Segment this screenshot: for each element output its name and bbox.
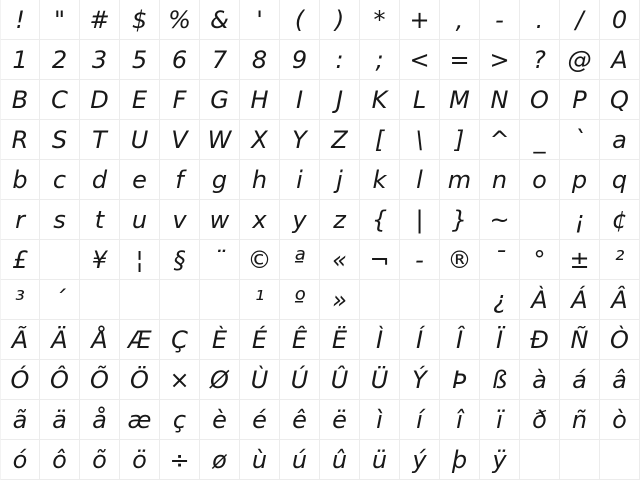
glyph-cell[interactable]: ^: [480, 120, 520, 160]
glyph-cell[interactable]: 0: [600, 0, 640, 40]
glyph-cell[interactable]: Ç: [160, 320, 200, 360]
glyph-cell[interactable]: 5: [120, 40, 160, 80]
glyph-cell[interactable]: [400, 280, 440, 320]
glyph-cell[interactable]: v: [160, 200, 200, 240]
glyph-cell[interactable]: Ã: [0, 320, 40, 360]
glyph-cell[interactable]: M: [440, 80, 480, 120]
glyph-cell[interactable]: Ø: [200, 360, 240, 400]
glyph-cell[interactable]: Z: [320, 120, 360, 160]
glyph-cell[interactable]: ã: [0, 400, 40, 440]
glyph-cell[interactable]: ý: [400, 440, 440, 480]
glyph-cell[interactable]: æ: [120, 400, 160, 440]
glyph-cell[interactable]: Ô: [40, 360, 80, 400]
glyph-cell[interactable]: z: [320, 200, 360, 240]
glyph-cell[interactable]: [360, 280, 400, 320]
glyph-cell[interactable]: o: [520, 160, 560, 200]
glyph-row: [0, 0, 640, 40]
glyph-cell[interactable]: ç: [160, 400, 200, 440]
glyph-cell[interactable]: ²: [600, 240, 640, 280]
glyph-cell[interactable]: £: [0, 240, 40, 280]
glyph-cell[interactable]: ê: [280, 400, 320, 440]
glyph-cell[interactable]: k: [360, 160, 400, 200]
glyph-cell[interactable]: õ: [80, 440, 120, 480]
glyph-cell[interactable]: n: [480, 160, 520, 200]
glyph-cell[interactable]: $: [120, 0, 160, 40]
glyph-row: [0, 80, 640, 120]
glyph-cell[interactable]: [80, 280, 120, 320]
glyph-cell[interactable]: [200, 280, 240, 320]
glyph-row: [0, 280, 640, 320]
glyph-cell[interactable]: ù: [240, 440, 280, 480]
glyph-cell[interactable]: ÷: [160, 440, 200, 480]
glyph-cell[interactable]: Q: [600, 80, 640, 120]
glyph-cell[interactable]: ¬: [360, 240, 400, 280]
glyph-cell[interactable]: [520, 200, 560, 240]
glyph-cell[interactable]: !: [0, 0, 40, 40]
glyph-cell[interactable]: V: [160, 120, 200, 160]
glyph-cell[interactable]: <: [400, 40, 440, 80]
glyph-cell[interactable]: ¢: [600, 200, 640, 240]
glyph-cell[interactable]: ª: [280, 240, 320, 280]
glyph-cell[interactable]: u: [120, 200, 160, 240]
glyph-cell[interactable]: Û: [320, 360, 360, 400]
glyph-cell[interactable]: î: [440, 400, 480, 440]
glyph-cell[interactable]: Ý: [400, 360, 440, 400]
glyph-cell[interactable]: [440, 280, 480, 320]
glyph-row: [0, 160, 640, 200]
glyph-cell[interactable]: j: [320, 160, 360, 200]
glyph-cell[interactable]: K: [360, 80, 400, 120]
glyph-cell[interactable]: Ó: [0, 360, 40, 400]
glyph-cell[interactable]: ¡: [560, 200, 600, 240]
glyph-cell[interactable]: =: [440, 40, 480, 80]
glyph-cell[interactable]: b: [0, 160, 40, 200]
glyph-cell[interactable]: s: [40, 200, 80, 240]
glyph-cell[interactable]: ?: [520, 40, 560, 80]
glyph-cell[interactable]: þ: [440, 440, 480, 480]
glyph-cell[interactable]: 2: [40, 40, 80, 80]
glyph-cell[interactable]: Ù: [240, 360, 280, 400]
glyph-cell[interactable]: \: [400, 120, 440, 160]
glyph-cell[interactable]: ±: [560, 240, 600, 280]
glyph-cell[interactable]: É: [240, 320, 280, 360]
glyph-cell[interactable]: N: [480, 80, 520, 120]
glyph-cell[interactable]: Å: [80, 320, 120, 360]
glyph-cell[interactable]: [520, 440, 560, 480]
glyph-cell[interactable]: @: [560, 40, 600, 80]
glyph-cell[interactable]: ]: [440, 120, 480, 160]
glyph-cell[interactable]: Ì: [360, 320, 400, 360]
glyph-cell[interactable]: ì: [360, 400, 400, 440]
glyph-cell[interactable]: w: [200, 200, 240, 240]
glyph-cell[interactable]: §: [160, 240, 200, 280]
glyph-cell[interactable]: f: [160, 160, 200, 200]
glyph-cell[interactable]: È: [200, 320, 240, 360]
glyph-cell[interactable]: ©: [240, 240, 280, 280]
glyph-cell[interactable]: ;: [360, 40, 400, 80]
glyph-cell[interactable]: A: [600, 40, 640, 80]
glyph-cell[interactable]: .: [520, 0, 560, 40]
glyph-cell[interactable]: ô: [40, 440, 80, 480]
glyph-cell[interactable]: U: [120, 120, 160, 160]
glyph-cell[interactable]: [160, 280, 200, 320]
glyph-cell[interactable]: &: [200, 0, 240, 40]
glyph-cell[interactable]: G: [200, 80, 240, 120]
glyph-cell[interactable]: ö: [120, 440, 160, 480]
glyph-cell[interactable]: g: [200, 160, 240, 200]
glyph-cell[interactable]: â: [600, 360, 640, 400]
glyph-cell[interactable]: ®: [440, 240, 480, 280]
glyph-row: [0, 400, 640, 440]
glyph-cell[interactable]: [40, 240, 80, 280]
glyph-row: [0, 320, 640, 360]
glyph-cell[interactable]: x: [240, 200, 280, 240]
glyph-row: [0, 360, 640, 400]
glyph-cell[interactable]: Y: [280, 120, 320, 160]
glyph-cell[interactable]: ): [320, 0, 360, 40]
glyph-cell[interactable]: %: [160, 0, 200, 40]
glyph-cell[interactable]: m: [440, 160, 480, 200]
glyph-cell[interactable]: Ñ: [560, 320, 600, 360]
glyph-cell[interactable]: º: [280, 280, 320, 320]
glyph-cell[interactable]: E: [120, 80, 160, 120]
glyph-cell[interactable]: ¹: [240, 280, 280, 320]
glyph-cell[interactable]: p: [560, 160, 600, 200]
glyph-cell[interactable]: [560, 440, 600, 480]
glyph-cell[interactable]: ú: [280, 440, 320, 480]
glyph-cell[interactable]: Ä: [40, 320, 80, 360]
glyph-cell[interactable]: Ü: [360, 360, 400, 400]
glyph-cell[interactable]: ¨: [200, 240, 240, 280]
glyph-cell[interactable]: {: [360, 200, 400, 240]
glyph-cell[interactable]: -: [480, 0, 520, 40]
glyph-cell[interactable]: á: [560, 360, 600, 400]
glyph-cell[interactable]: ": [40, 0, 80, 40]
glyph-cell[interactable]: ¯: [480, 240, 520, 280]
glyph-cell[interactable]: 9: [280, 40, 320, 80]
glyph-row: [0, 40, 640, 80]
glyph-cell[interactable]: ß: [480, 360, 520, 400]
glyph-cell[interactable]: í: [400, 400, 440, 440]
glyph-cell[interactable]: ³: [0, 280, 40, 320]
glyph-cell[interactable]: |: [400, 200, 440, 240]
glyph-cell[interactable]: B: [0, 80, 40, 120]
glyph-cell[interactable]: 8: [240, 40, 280, 80]
glyph-cell[interactable]: T: [80, 120, 120, 160]
glyph-cell[interactable]: ð: [520, 400, 560, 440]
glyph-cell[interactable]: H: [240, 80, 280, 120]
glyph-cell[interactable]: Ö: [120, 360, 160, 400]
glyph-cell[interactable]: ï: [480, 400, 520, 440]
glyph-cell[interactable]: »: [320, 280, 360, 320]
glyph-cell[interactable]: F: [160, 80, 200, 120]
glyph-cell[interactable]: à: [520, 360, 560, 400]
glyph-cell[interactable]: O: [520, 80, 560, 120]
glyph-cell[interactable]: a: [600, 120, 640, 160]
glyph-cell[interactable]: q: [600, 160, 640, 200]
glyph-cell[interactable]: l: [400, 160, 440, 200]
glyph-cell[interactable]: Â: [600, 280, 640, 320]
glyph-row: [0, 120, 640, 160]
glyph-cell[interactable]: [120, 280, 160, 320]
glyph-cell[interactable]: Õ: [80, 360, 120, 400]
glyph-cell[interactable]: Î: [440, 320, 480, 360]
glyph-cell[interactable]: ä: [40, 400, 80, 440]
glyph-cell[interactable]: 6: [160, 40, 200, 80]
glyph-cell[interactable]: Ê: [280, 320, 320, 360]
glyph-cell[interactable]: Ë: [320, 320, 360, 360]
glyph-cell[interactable]: }: [440, 200, 480, 240]
glyph-cell[interactable]: û: [320, 440, 360, 480]
glyph-cell[interactable]: e: [120, 160, 160, 200]
glyph-cell[interactable]: ×: [160, 360, 200, 400]
glyph-cell[interactable]: >: [480, 40, 520, 80]
glyph-cell[interactable]: ~: [480, 200, 520, 240]
glyph-cell[interactable]: t: [80, 200, 120, 240]
glyph-cell[interactable]: W: [200, 120, 240, 160]
glyph-cell[interactable]: ´: [40, 280, 80, 320]
glyph-cell[interactable]: :: [320, 40, 360, 80]
glyph-cell[interactable]: Æ: [120, 320, 160, 360]
glyph-cell[interactable]: 7: [200, 40, 240, 80]
glyph-cell[interactable]: ñ: [560, 400, 600, 440]
glyph-cell[interactable]: Þ: [440, 360, 480, 400]
glyph-cell[interactable]: L: [400, 80, 440, 120]
glyph-cell[interactable]: #: [80, 0, 120, 40]
glyph-cell[interactable]: À: [520, 280, 560, 320]
glyph-cell[interactable]: /: [560, 0, 600, 40]
glyph-cell[interactable]: i: [280, 160, 320, 200]
glyph-cell[interactable]: J: [320, 80, 360, 120]
glyph-cell[interactable]: è: [200, 400, 240, 440]
glyph-cell[interactable]: c: [40, 160, 80, 200]
glyph-cell[interactable]: (: [280, 0, 320, 40]
glyph-cell[interactable]: I: [280, 80, 320, 120]
glyph-cell[interactable]: é: [240, 400, 280, 440]
glyph-cell[interactable]: [: [360, 120, 400, 160]
glyph-cell[interactable]: ': [240, 0, 280, 40]
glyph-cell[interactable]: _: [520, 120, 560, 160]
glyph-cell[interactable]: d: [80, 160, 120, 200]
glyph-cell[interactable]: ø: [200, 440, 240, 480]
glyph-cell[interactable]: 3: [80, 40, 120, 80]
glyph-cell[interactable]: ¥: [80, 240, 120, 280]
glyph-cell[interactable]: C: [40, 80, 80, 120]
glyph-cell[interactable]: «: [320, 240, 360, 280]
glyph-cell[interactable]: h: [240, 160, 280, 200]
glyph-cell[interactable]: ,: [440, 0, 480, 40]
glyph-cell[interactable]: ¿: [480, 280, 520, 320]
glyph-cell[interactable]: [600, 440, 640, 480]
glyph-cell[interactable]: Ð: [520, 320, 560, 360]
glyph-cell[interactable]: å: [80, 400, 120, 440]
glyph-cell[interactable]: y: [280, 200, 320, 240]
glyph-cell[interactable]: R: [0, 120, 40, 160]
glyph-cell[interactable]: -: [400, 240, 440, 280]
glyph-cell[interactable]: Ï: [480, 320, 520, 360]
glyph-cell[interactable]: S: [40, 120, 80, 160]
glyph-cell[interactable]: °: [520, 240, 560, 280]
glyph-cell[interactable]: ó: [0, 440, 40, 480]
glyph-cell[interactable]: ò: [600, 400, 640, 440]
glyph-row: [0, 440, 640, 480]
glyph-cell[interactable]: ¦: [120, 240, 160, 280]
glyph-row: [0, 200, 640, 240]
glyph-cell[interactable]: ë: [320, 400, 360, 440]
glyph-cell[interactable]: 1: [0, 40, 40, 80]
glyph-cell[interactable]: Ú: [280, 360, 320, 400]
glyph-cell[interactable]: +: [400, 0, 440, 40]
glyph-cell[interactable]: ü: [360, 440, 400, 480]
glyph-cell[interactable]: P: [560, 80, 600, 120]
glyph-cell[interactable]: D: [80, 80, 120, 120]
glyph-cell[interactable]: Í: [400, 320, 440, 360]
glyph-cell[interactable]: `: [560, 120, 600, 160]
glyph-row: [0, 240, 640, 280]
glyph-cell[interactable]: Á: [560, 280, 600, 320]
glyph-cell[interactable]: Ò: [600, 320, 640, 360]
glyph-cell[interactable]: r: [0, 200, 40, 240]
glyph-cell[interactable]: X: [240, 120, 280, 160]
glyph-cell[interactable]: *: [360, 0, 400, 40]
glyph-cell[interactable]: ÿ: [480, 440, 520, 480]
